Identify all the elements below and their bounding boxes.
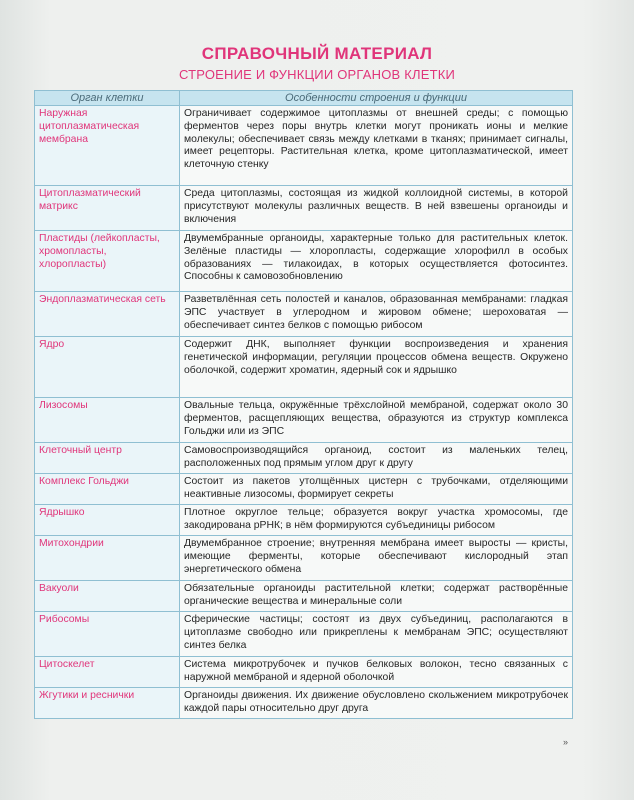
table-row <box>35 581 573 612</box>
organ-description-cell: Плотное округлое тельце; образуется вокруг участка хромосомы, где закодирована рРНК; в нём формируются субъединицы рибосом <box>180 505 573 536</box>
organ-description-cell: Органоиды движения. Их движение обусловлено скольжением микротрубочек каждой пары относительно друг друга <box>180 688 573 719</box>
organ-name-cell: Ядрышко <box>35 505 180 536</box>
table-row <box>35 505 573 536</box>
table-row <box>35 688 573 719</box>
organ-description-cell: Двумембранное строение; внутренняя мембрана имеет выросты — кристы, имеющие ферменты, которые обеспечивают кислородный этап энергетического обмена <box>180 536 573 581</box>
organ-description-cell: Среда цитоплазмы, состоящая из жидкой коллоидной системы, в которой присутствуют молекулы различных веществ. В ней взвешены органоиды и включения <box>180 186 573 231</box>
organ-name-cell: Цитоскелет <box>35 657 180 688</box>
table-header-row <box>35 91 573 106</box>
organ-description-cell: Самовоспроизводящийся органоид, состоит из маленьких телец, расположенных под прямым углом друг к другу <box>180 443 573 474</box>
table-row <box>35 398 573 443</box>
header-organ: Орган клетки <box>35 91 180 106</box>
organ-description-cell: Система микротрубочек и пучков белковых волокон, тесно связанных с наружной мембраной и ядерной оболочкой <box>180 657 573 688</box>
table-row <box>35 231 573 292</box>
organ-name-cell: Митохондрии <box>35 536 180 581</box>
table-body <box>35 106 573 719</box>
table-row <box>35 657 573 688</box>
organ-name-cell: Лизосомы <box>35 398 180 443</box>
page-title: СПРАВОЧНЫЙ МАТЕРИАЛ <box>201 44 433 63</box>
table-row <box>35 536 573 581</box>
organ-description-cell: Сферические частицы; состоят из двух субъединиц, располагаются в цитоплазме свободно или прикреплены к мембранам ЭПС; осуществляют синтез белка <box>180 612 573 657</box>
organelles-table <box>34 90 573 719</box>
page-mark: » <box>563 737 569 747</box>
organ-description-cell: Обязательные органоиды растительной клетки; содержат растворённые органические вещества и минеральные соли <box>180 581 573 612</box>
organ-name-cell: Эндоплазматическая сеть <box>35 292 180 337</box>
organ-description-cell: Овальные тельца, окружённые трёхслойной мембраной, содержат около 30 ферментов, расщепляющих вещества, образуются из структур комплекса Гольджи или из ЭПС <box>180 398 573 443</box>
organ-name-cell: Жгутики и реснички <box>35 688 180 719</box>
organ-name-cell: Комплекс Гольджи <box>35 474 180 505</box>
organ-name-cell: Клеточный центр <box>35 443 180 474</box>
page-subtitle: СТРОЕНИЕ И ФУНКЦИИ ОРГАНОВ КЛЕТКИ <box>178 67 456 82</box>
table-row <box>35 474 573 505</box>
table-row <box>35 106 573 186</box>
organ-name-cell: Пластиды (лейкопласты, хромопласты, хлоропласты) <box>35 231 180 292</box>
organ-name-cell: Ядро <box>35 337 180 398</box>
table-row <box>35 292 573 337</box>
organ-description-cell: Ограничивает содержимое цитоплазмы от внешней среды; с помощью ферментов через поры внутрь клетки могут проникать ионы и мелкие молекулы; обеспечивает связь между клетками в тканях; принимает сигналы, имеет рецепторы. Растительная клетка, кроме цитоплазматической, имеет клеточную стенку <box>180 106 573 186</box>
header-description: Особенности строения и функции <box>180 91 573 106</box>
organ-description-cell: Содержит ДНК, выполняет функции воспроизведения и хранения генетической информации, регуляции процессов обмена веществ. Окружено оболочкой, содержит хроматин, ядерный сок и ядрышко <box>180 337 573 398</box>
table-row <box>35 337 573 398</box>
table-row <box>35 443 573 474</box>
organ-name-cell: Рибосомы <box>35 612 180 657</box>
organ-name-cell: Вакуоли <box>35 581 180 612</box>
organ-description-cell: Двумембранные органоиды, характерные только для растительных клеток. Зелёные пластиды — хлоропласты, содержащие хлорофилл в особых образованиях — тилакоидах, в которых осуществляется фотосинтез. Способны к самовозобновлению <box>180 231 573 292</box>
organ-description-cell: Состоит из пакетов утолщённых цистерн с трубочками, отделяющими неактивные лизосомы, формирует секреты <box>180 474 573 505</box>
organ-description-cell: Разветвлённая сеть полостей и каналов, образованная мембранами: гладкая ЭПС участвует в углеродном и жировом обмене; шероховатая — обеспечивает синтез белков с помощью рибосом <box>180 292 573 337</box>
organ-name-cell: Наружная цитоплазматическая мембрана <box>35 106 180 186</box>
table-row <box>35 612 573 657</box>
table-row <box>35 186 573 231</box>
organ-name-cell: Цитоплазматический матрикс <box>35 186 180 231</box>
